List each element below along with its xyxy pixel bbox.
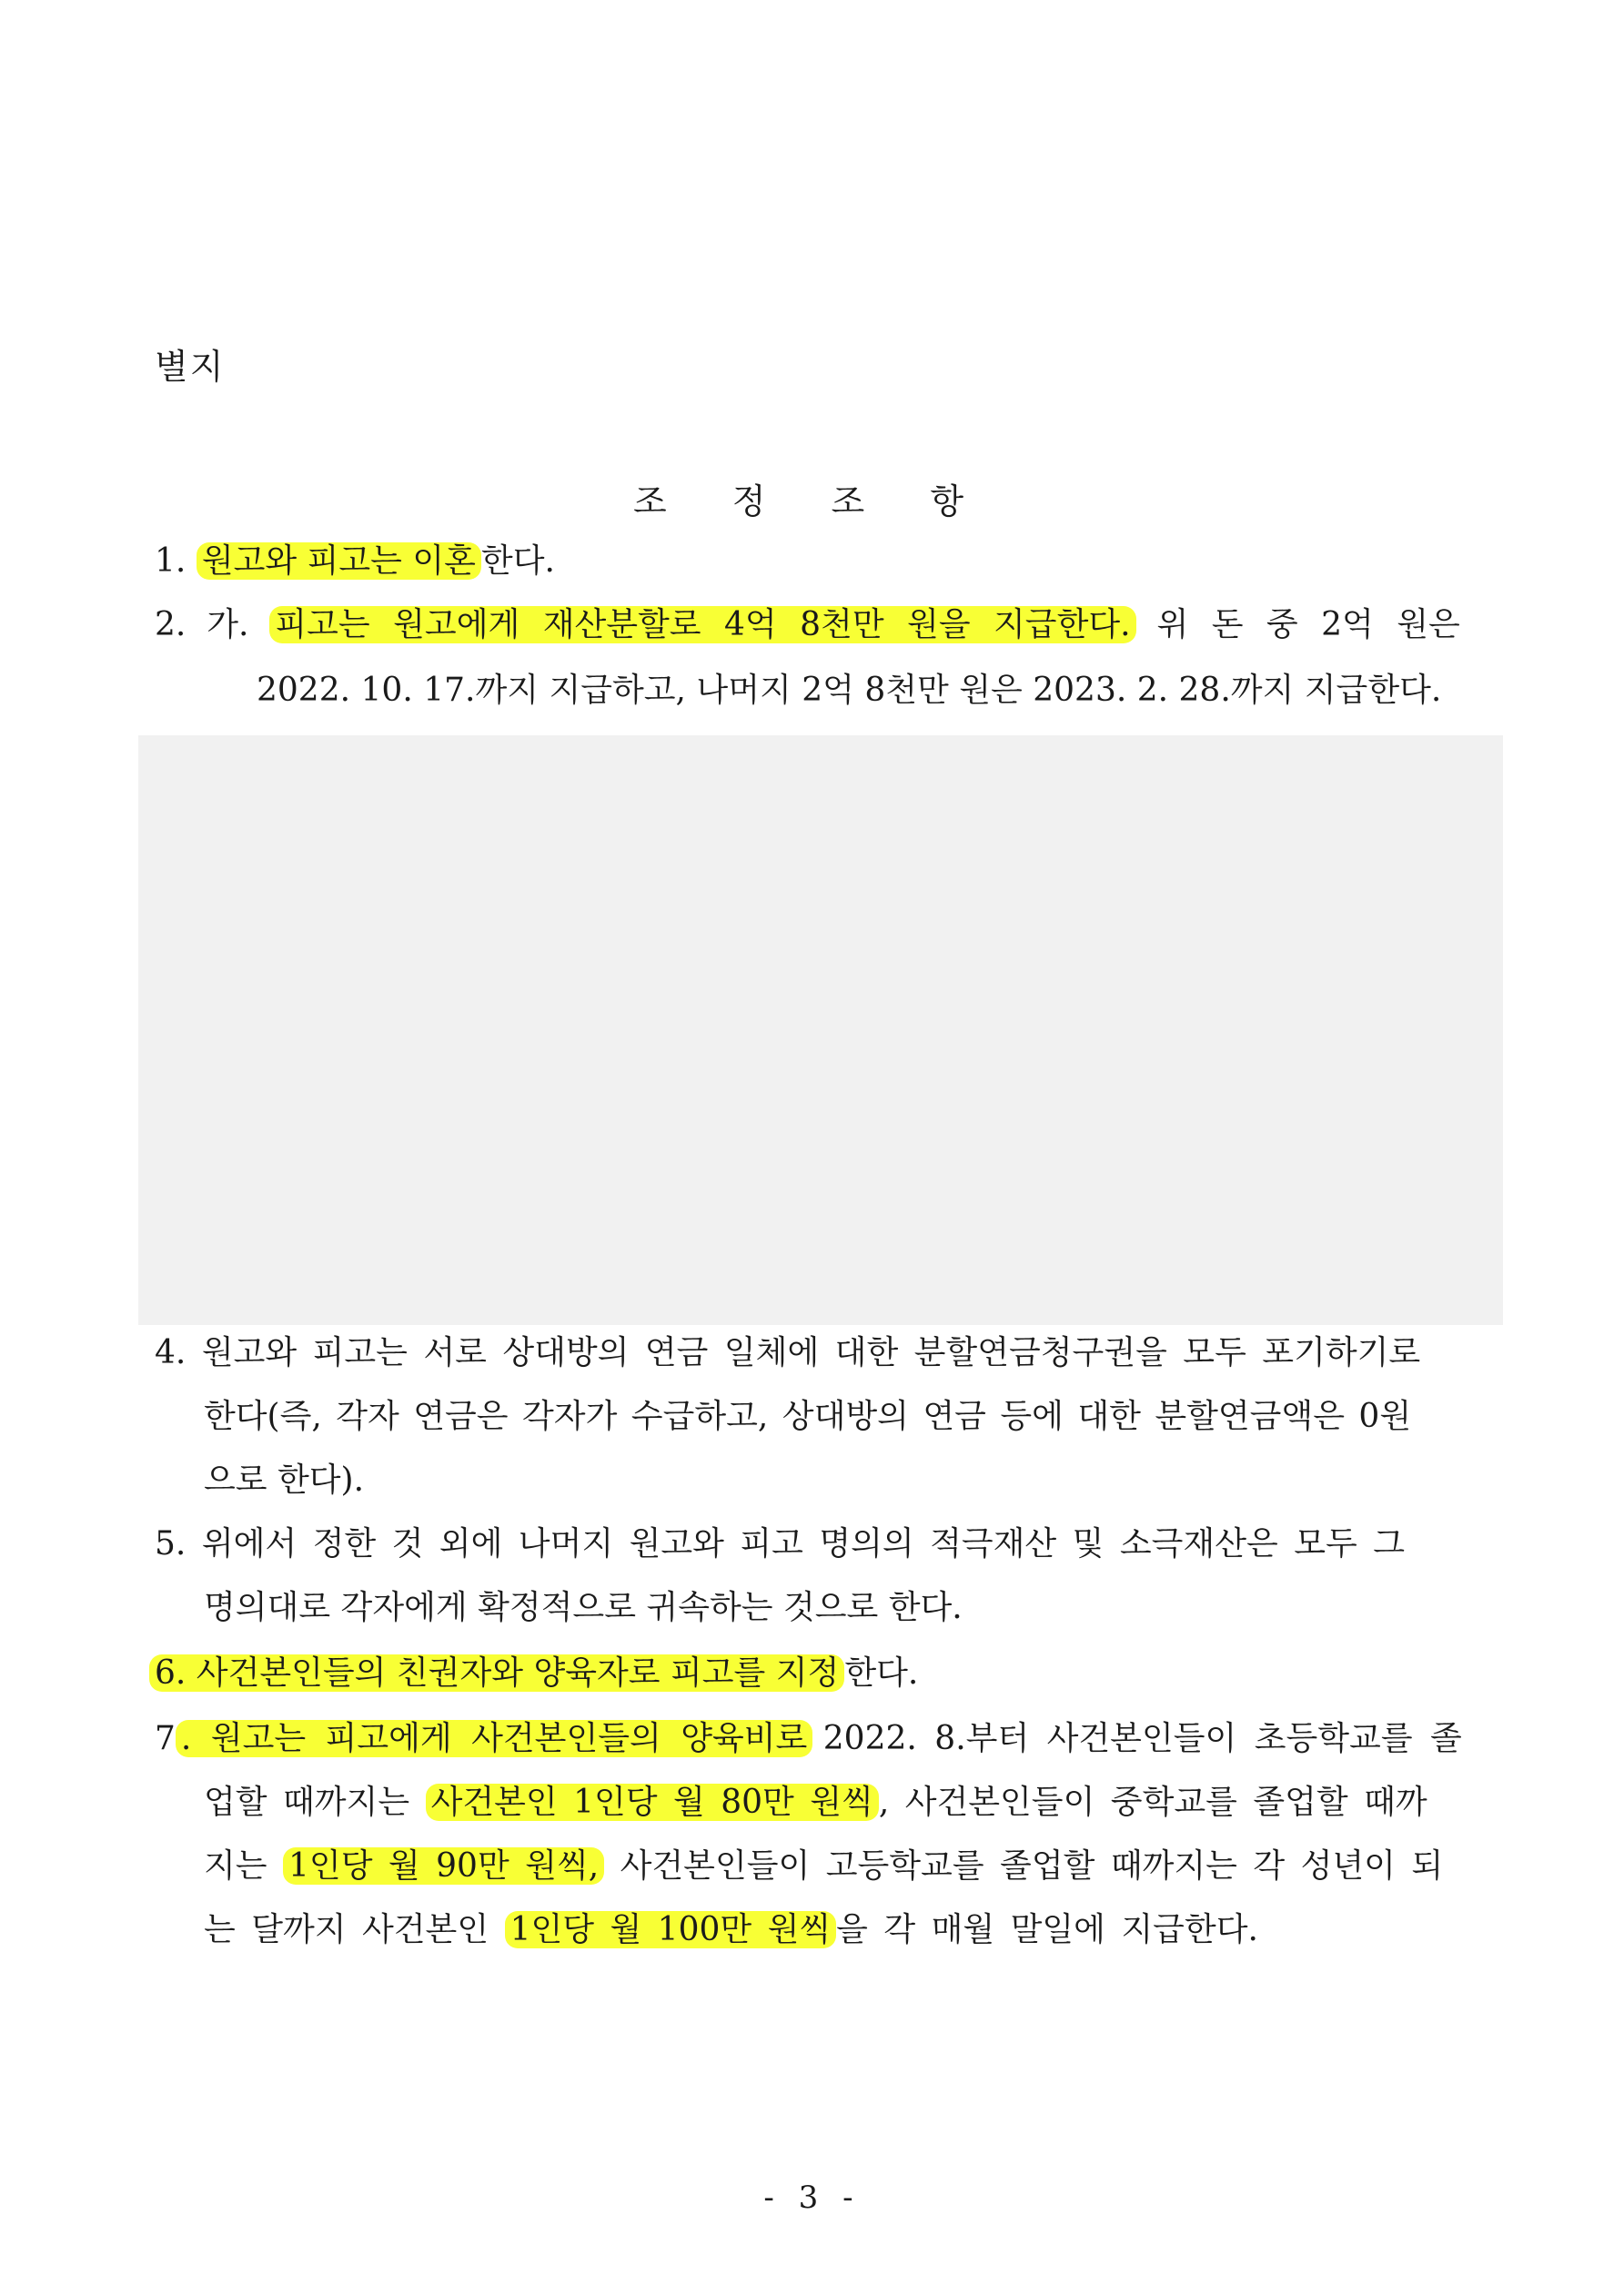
item-7-highlight-2: 사건본인 1인당 월 80만 원씩 (426, 1784, 879, 1821)
item-6-rest: 한다. (844, 1654, 919, 1692)
item-5-text-1: 위에서 정한 것 외에 나머지 원고와 피고 명의의 적극재산 및 소극재산은 모두 그 (201, 1525, 1405, 1563)
item-4-line-3: 으로 한다). (204, 1462, 365, 1499)
item-7-line-2 (204, 1778, 1427, 1827)
item-7-rest-1: 2022. 8.부터 사건본인들이 초등학교를 졸 (822, 1720, 1462, 1757)
item-7-line-3-a: 지는 (204, 1847, 267, 1885)
item-7-line-4-a: 는 달까지 사건본인 (204, 1911, 489, 1948)
item-7-number: 7 (155, 1720, 176, 1757)
item-2-line-2: 2022. 10. 17.까지 지급하고, 나머지 2억 8천만 원은 2023. 2. 28.까지 지급한다. (257, 672, 1442, 709)
item-4-line-2: 한다(즉, 각자 연금은 각자가 수급하고, 상대방의 연금 등에 대한 분할연금액은 0원 (204, 1398, 1412, 1435)
item-1-rest: 한다. (480, 542, 555, 580)
item-6 (149, 1649, 918, 1698)
redacted-block (138, 735, 1503, 1325)
attachment-label: 별지 (155, 347, 226, 387)
item-7-highlight-4: 1인당 월 100만 원씩 (505, 1911, 837, 1948)
item-6-highlight: 6. 사건본인들의 친권자와 양육자로 피고를 지정 (149, 1654, 844, 1692)
item-7-line-2-b: , 사건본인들이 중학교를 졸업할 때까 (878, 1784, 1427, 1821)
page-number: - 3 - (763, 2180, 861, 2216)
item-1 (155, 537, 555, 586)
item-4-text-1: 원고와 피고는 서로 상대방의 연금 일체에 대한 분할연금청구권을 모두 포기하기로 (201, 1334, 1421, 1371)
item-4-line-1 (155, 1329, 1420, 1378)
item-2-number: 2. (155, 606, 187, 643)
item-7-highlight-1: . 원고는 피고에게 사건본인들의 양육비로 (176, 1720, 812, 1757)
item-2-sub-label: 가. (207, 606, 249, 643)
item-7-line-3-b: 사건본인들이 고등학교를 졸업할 때까지는 각 성년이 되 (620, 1847, 1444, 1885)
item-7-line-3 (204, 1842, 1443, 1891)
item-7-line-4-b: 을 각 매월 말일에 지급한다. (836, 1911, 1258, 1948)
item-5-line-1 (155, 1520, 1405, 1569)
item-4-number: 4. (155, 1334, 187, 1371)
item-2-line-1 (155, 601, 1460, 650)
item-7-highlight-3: 1인당 월 90만 원씩, (283, 1847, 604, 1885)
item-7-line-2-a: 업할 때까지는 (204, 1784, 410, 1821)
item-1-number: 1. (155, 542, 187, 580)
item-1-highlight: 원고와 피고는 이혼 (197, 542, 481, 580)
item-5-line-2: 명의대로 각자에게 확정적으로 귀속하는 것으로 한다. (204, 1589, 963, 1626)
item-5-number: 5. (155, 1525, 187, 1563)
document-title: 조 정 조 항 (632, 481, 992, 521)
item-2-rest: 위 돈 중 2억 원은 (1156, 606, 1460, 643)
item-2-highlight: 피고는 원고에게 재산분할로 4억 8천만 원을 지급한다. (269, 606, 1135, 643)
item-7-line-1 (155, 1714, 1462, 1764)
item-7-line-4 (204, 1906, 1258, 1955)
